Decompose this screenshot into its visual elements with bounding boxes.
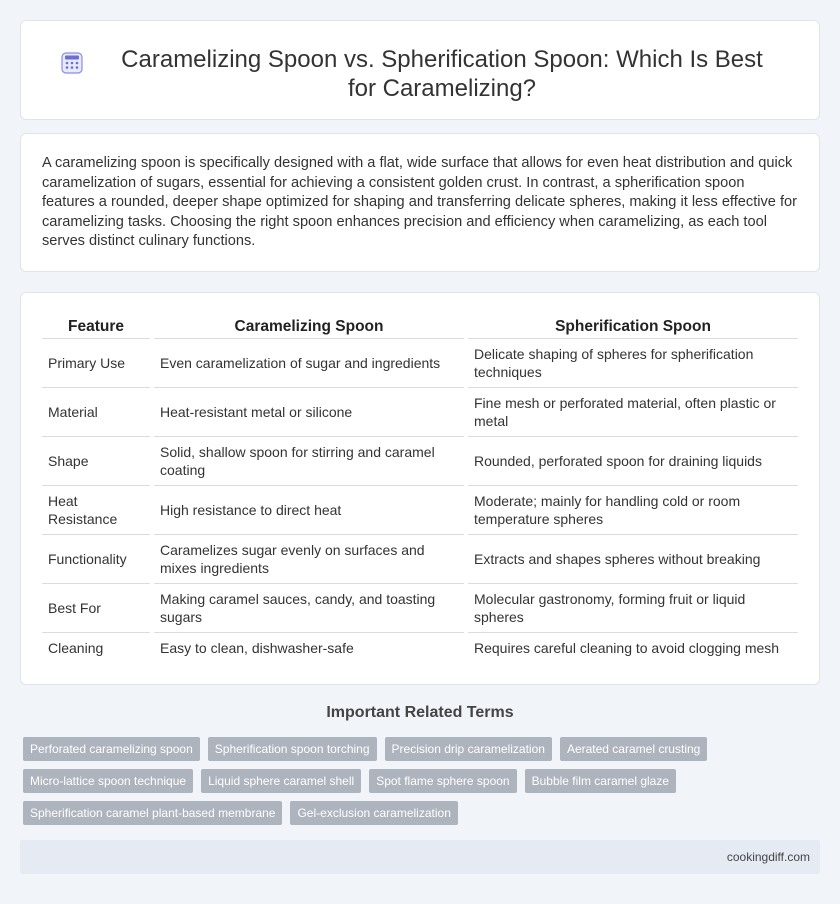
title-card bbox=[20, 20, 820, 120]
related-terms-heading: Important Related Terms bbox=[326, 704, 514, 721]
caramelizing-cell: Even caramelization of sugar and ingredients bbox=[152, 339, 466, 388]
footer bbox=[20, 840, 820, 874]
table-row bbox=[42, 486, 798, 535]
related-terms-list bbox=[23, 737, 823, 833]
header-caramelizing-spoon: Caramelizing Spoon bbox=[152, 318, 466, 339]
spherification-cell: Molecular gastronomy, forming fruit or liquid spheres bbox=[466, 584, 798, 633]
feature-cell: Shape bbox=[42, 437, 152, 486]
intro-paragraph: A caramelizing spoon is specifically designed with a flat, wide surface that allows for even heat distribution and quick caramelization of sugars, essential for achieving a consistent golden crust. In contrast, a spherification spoon features a rounded, deeper shape optimized for shaping and transferring delicate spheres, making it less effective for caramelizing tasks. Choosing the right spoon enhances precision and efficiency when caramelizing, as each tool serves distinct culinary functions. bbox=[42, 155, 797, 250]
feature-cell: Primary Use bbox=[42, 339, 152, 388]
feature-cell: Best For bbox=[42, 584, 152, 633]
caramelizing-cell: Heat-resistant metal or silicone bbox=[152, 388, 466, 437]
table-header-row bbox=[42, 318, 798, 339]
feature-cell: Functionality bbox=[42, 535, 152, 584]
related-term-tag[interactable]: Spherification spoon torching bbox=[208, 737, 377, 761]
calculator-icon bbox=[61, 52, 83, 74]
page-title: Caramelizing Spoon vs. Spherification Spoon: Which Is Best for Caramelizing? bbox=[121, 46, 763, 102]
related-term-tag[interactable]: Spherification caramel plant-based membrane bbox=[23, 801, 282, 825]
caramelizing-cell: Solid, shallow spoon for stirring and caramel coating bbox=[152, 437, 466, 486]
related-term-tag[interactable]: Gel-exclusion caramelization bbox=[290, 801, 457, 825]
feature-cell: Heat Resistance bbox=[42, 486, 152, 535]
comparison-card bbox=[20, 292, 820, 685]
related-term-tag[interactable]: Aerated caramel crusting bbox=[560, 737, 707, 761]
related-term-tag[interactable]: Bubble film caramel glaze bbox=[525, 769, 676, 793]
table-row bbox=[42, 535, 798, 584]
table-row bbox=[42, 437, 798, 486]
spherification-cell: Fine mesh or perforated material, often plastic or metal bbox=[466, 388, 798, 437]
spherification-cell: Moderate; mainly for handling cold or room temperature spheres bbox=[466, 486, 798, 535]
feature-cell: Material bbox=[42, 388, 152, 437]
caramelizing-cell: Easy to clean, dishwasher-safe bbox=[152, 633, 466, 664]
table-row bbox=[42, 388, 798, 437]
related-term-tag[interactable]: Spot flame sphere spoon bbox=[369, 769, 516, 793]
intro-card bbox=[20, 133, 820, 272]
spherification-cell: Requires careful cleaning to avoid clogging mesh bbox=[466, 633, 798, 664]
comparison-table bbox=[42, 318, 798, 664]
table-row bbox=[42, 584, 798, 633]
spherification-cell: Rounded, perforated spoon for draining liquids bbox=[466, 437, 798, 486]
caramelizing-cell: Making caramel sauces, candy, and toasting sugars bbox=[152, 584, 466, 633]
header-spherification-spoon: Spherification Spoon bbox=[466, 318, 798, 339]
table-row bbox=[42, 339, 798, 388]
related-term-tag[interactable]: Perforated caramelizing spoon bbox=[23, 737, 200, 761]
caramelizing-cell: Caramelizes sugar evenly on surfaces and mixes ingredients bbox=[152, 535, 466, 584]
header-feature: Feature bbox=[42, 318, 152, 339]
related-term-tag[interactable]: Precision drip caramelization bbox=[385, 737, 552, 761]
related-term-tag[interactable]: Liquid sphere caramel shell bbox=[201, 769, 361, 793]
spherification-cell: Delicate shaping of spheres for spherification techniques bbox=[466, 339, 798, 388]
footer-site-link[interactable]: cookingdiff.com bbox=[726, 850, 810, 864]
feature-cell: Cleaning bbox=[48, 640, 104, 657]
related-term-tag[interactable]: Micro-lattice spoon technique bbox=[23, 769, 193, 793]
title-wrap bbox=[21, 21, 819, 103]
caramelizing-cell: High resistance to direct heat bbox=[152, 486, 466, 535]
spherification-cell: Extracts and shapes spheres without breaking bbox=[466, 535, 798, 584]
table-row bbox=[42, 633, 798, 664]
